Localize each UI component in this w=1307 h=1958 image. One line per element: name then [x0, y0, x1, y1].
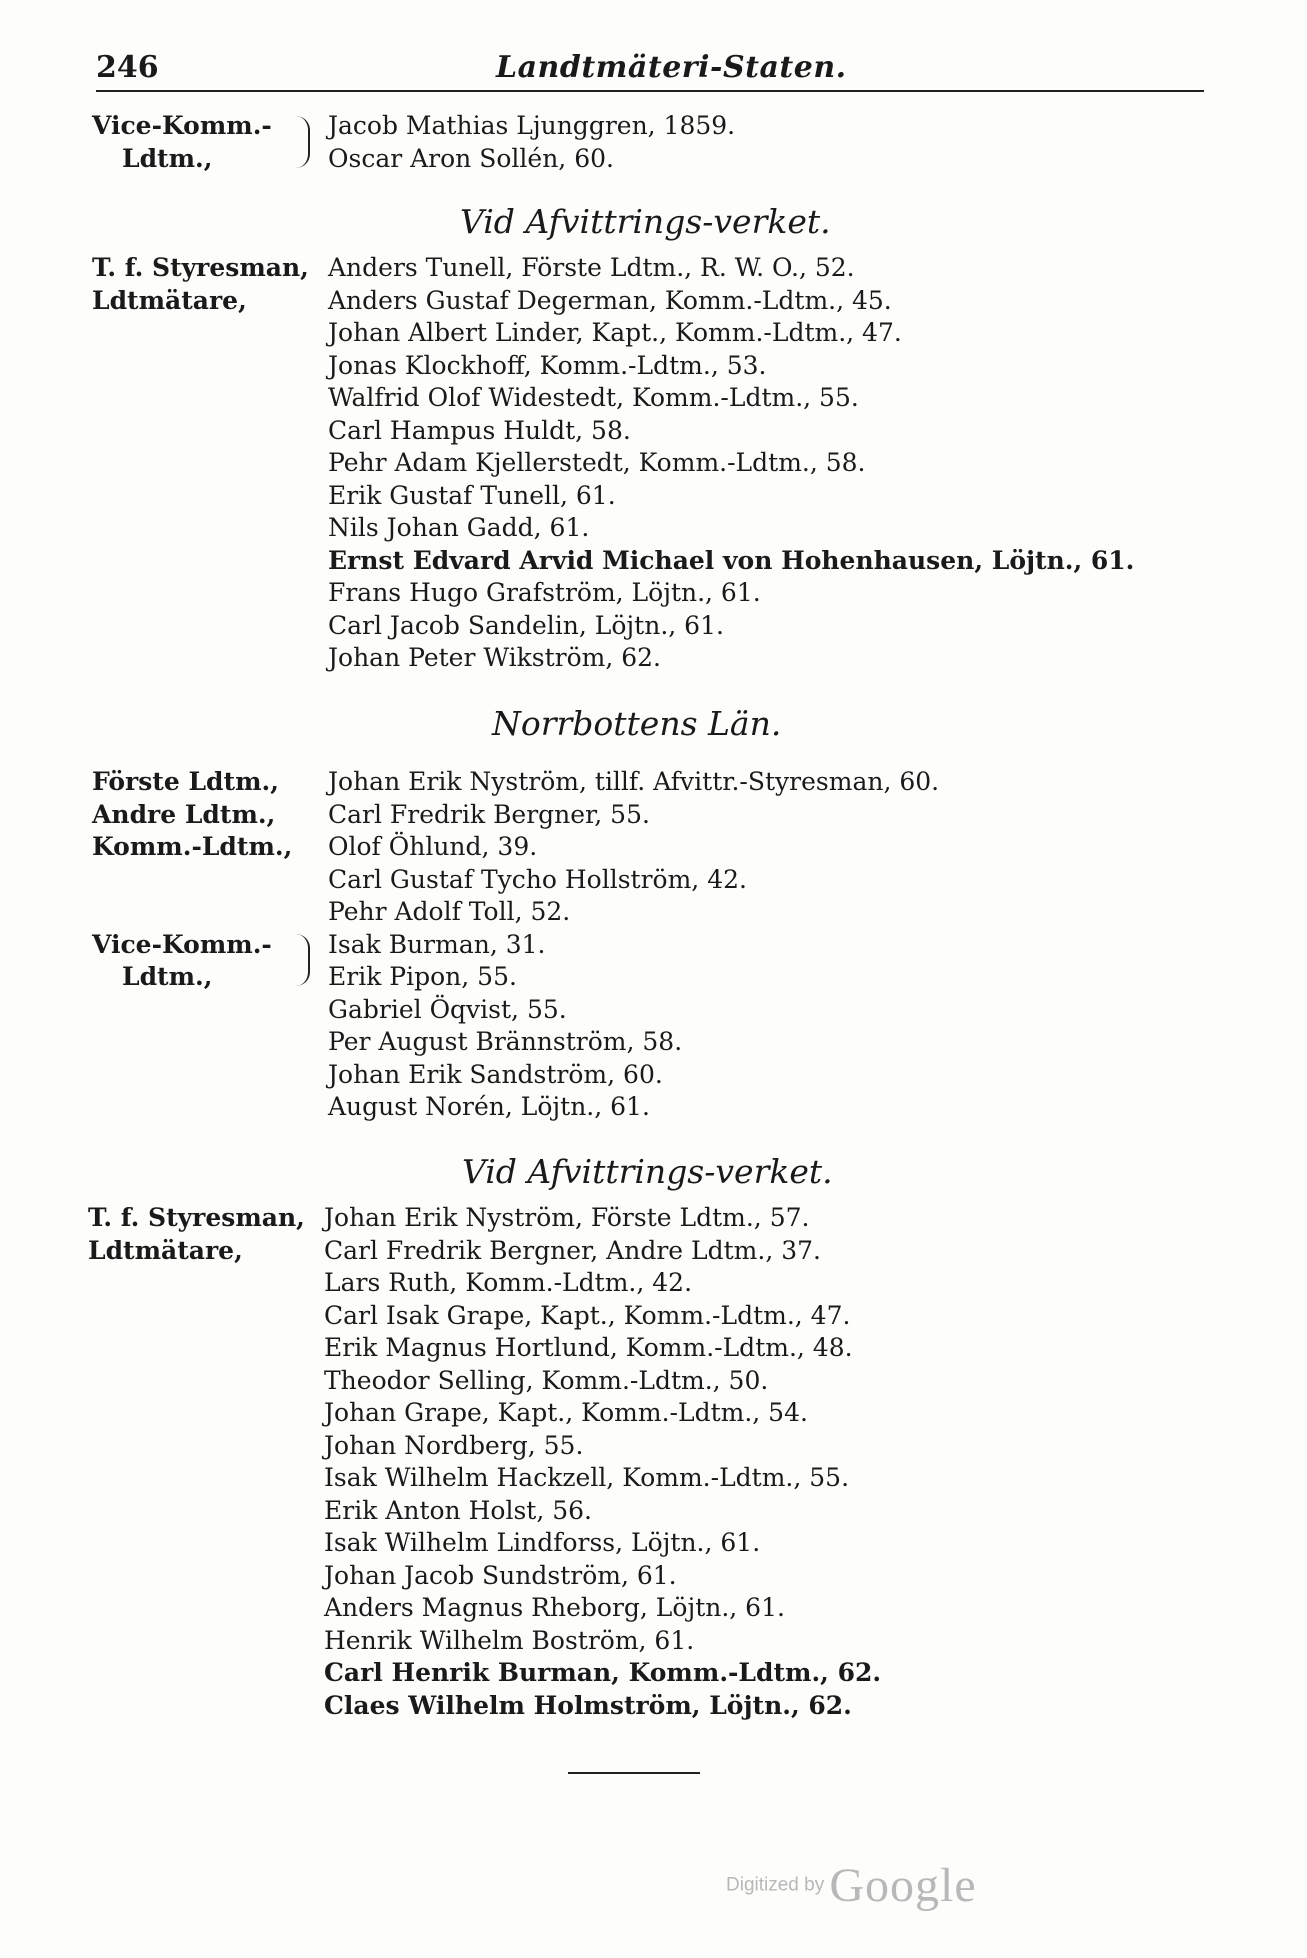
- entry-row: [88, 1235, 1218, 1268]
- entry-row: [88, 1397, 1218, 1430]
- entry-row: [88, 1267, 1218, 1300]
- top-block: [92, 110, 1222, 175]
- person-entry: Isak Wilhelm Lindforss, Löjtn., 61.: [324, 1528, 761, 1557]
- entry-row: [92, 961, 1222, 994]
- entry-row: [92, 896, 1222, 929]
- person-entry: Carl Isak Grape, Kapt., Komm.-Ldtm., 47.: [324, 1300, 851, 1330]
- entry-row: [88, 1495, 1218, 1528]
- person-entry: Jonas Klockhoff, Komm.-Ldtm., 53.: [328, 350, 767, 380]
- person-entry: Carl Hampus Huldt, 58.: [328, 415, 631, 445]
- role-label: T. f. Styresman,: [88, 1203, 305, 1232]
- person-entry: Anders Magnus Rheborg, Löjtn., 61.: [324, 1593, 785, 1622]
- person-entry: Johan Nordberg, 55.: [324, 1430, 584, 1460]
- entry-row: [92, 447, 1222, 480]
- entry-row: [88, 1365, 1218, 1398]
- entry-row: [92, 577, 1222, 610]
- entry-row: [92, 382, 1222, 415]
- entry-row: [88, 1527, 1218, 1560]
- entry-row: [92, 994, 1222, 1027]
- person-entry: Isak Burman, 31.: [328, 929, 546, 959]
- entry-row: [92, 610, 1222, 643]
- role-label: Ldtmätare,: [92, 285, 247, 315]
- entry-row: [92, 143, 1222, 176]
- person-entry: Johan Erik Nyström, Förste Ldtm., 57.: [324, 1203, 810, 1232]
- role-label: Andre Ldtm.,: [92, 799, 276, 829]
- person-entry: Pehr Adolf Toll, 52.: [328, 897, 571, 926]
- role-label: Vice-Komm.-: [92, 111, 272, 140]
- person-entry: Johan Erik Nyström, tillf. Afvittr.-Styresman, 60.: [328, 767, 940, 796]
- person-entry: Johan Grape, Kapt., Komm.-Ldtm., 54.: [324, 1398, 808, 1427]
- person-entry: Johan Jacob Sundström, 61.: [324, 1560, 677, 1590]
- role-label: Ldtm.,: [122, 143, 213, 173]
- person-entry: Anders Gustaf Degerman, Komm.-Ldtm., 45.: [328, 285, 892, 315]
- entry-row: [92, 285, 1222, 318]
- person-entry: Nils Johan Gadd, 61.: [328, 513, 590, 542]
- entry-row: [88, 1332, 1218, 1365]
- entry-row: [88, 1592, 1218, 1625]
- entry-row: [92, 766, 1222, 799]
- entry-row: [92, 480, 1222, 513]
- entry-row: [92, 642, 1222, 675]
- person-entry: Henrik Wilhelm Boström, 61.: [324, 1625, 695, 1655]
- role-label: T. f. Styresman,: [92, 253, 309, 282]
- person-entry: Claes Wilhelm Holmström, Löjtn., 62.: [324, 1690, 852, 1720]
- section-title: Norrbottens Län.: [492, 704, 782, 743]
- person-entry: Jacob Mathias Ljunggren, 1859.: [328, 111, 736, 140]
- person-entry: August Norén, Löjtn., 61.: [328, 1092, 650, 1121]
- entry-row: [88, 1657, 1218, 1690]
- person-entry: Walfrid Olof Widestedt, Komm.-Ldtm., 55.: [328, 383, 859, 412]
- person-entry: Isak Wilhelm Hackzell, Komm.-Ldtm., 55.: [324, 1463, 850, 1492]
- person-entry: Frans Hugo Grafström, Löjtn., 61.: [328, 578, 761, 607]
- person-entry: Anders Tunell, Förste Ldtm., R. W. O., 52.: [328, 253, 855, 282]
- entry-row: [92, 799, 1222, 832]
- end-rule: [568, 1772, 700, 1774]
- person-entry: Carl Fredrik Bergner, Andre Ldtm., 37.: [324, 1235, 821, 1265]
- running-title: Landtmäteri-Staten.: [496, 50, 847, 85]
- section-title: Vid Afvittrings-verket.: [462, 1152, 833, 1191]
- page-number: 246: [96, 50, 159, 85]
- digitized-watermark: [726, 1858, 977, 1913]
- entry-row: [92, 1026, 1222, 1059]
- person-entry: Erik Anton Holst, 56.: [324, 1495, 592, 1525]
- person-entry: Johan Erik Sandström, 60.: [328, 1059, 663, 1089]
- entry-row: [92, 512, 1222, 545]
- person-entry: Per August Brännström, 58.: [328, 1027, 683, 1056]
- role-label: Komm.-Ldtm.,: [92, 832, 293, 861]
- entry-row: [88, 1560, 1218, 1593]
- person-entry: Olof Öhlund, 39.: [328, 832, 538, 861]
- page-header: [96, 46, 1204, 92]
- role-label: Ldtmätare,: [88, 1235, 243, 1265]
- entry-row: [88, 1430, 1218, 1463]
- person-entry: Pehr Adam Kjellerstedt, Komm.-Ldtm., 58.: [328, 448, 866, 477]
- entry-row: [92, 831, 1222, 864]
- person-entry: Theodor Selling, Komm.-Ldtm., 50.: [324, 1365, 769, 1395]
- header-rule: [96, 90, 1204, 92]
- section-2-list: [92, 766, 1222, 1124]
- section-title: Vid Afvittrings-verket.: [460, 202, 831, 241]
- person-entry: Gabriel Öqvist, 55.: [328, 994, 567, 1024]
- entry-row: [92, 350, 1222, 383]
- role-label: Ldtm.,: [122, 962, 213, 991]
- entry-row: [92, 317, 1222, 350]
- person-entry: Ernst Edvard Arvid Michael von Hohenhausen, Löjtn., 61.: [328, 545, 1135, 575]
- section-1-list: [92, 252, 1222, 675]
- person-entry: Carl Jacob Sandelin, Löjtn., 61.: [328, 610, 724, 640]
- person-entry: Carl Gustaf Tycho Hollström, 42.: [328, 864, 747, 894]
- entry-row: [92, 415, 1222, 448]
- entry-row: [92, 1091, 1222, 1124]
- entry-row: [92, 864, 1222, 897]
- person-entry: Erik Magnus Hortlund, Komm.-Ldtm., 48.: [324, 1333, 853, 1362]
- entry-row: [92, 929, 1222, 962]
- person-entry: Johan Peter Wikström, 62.: [328, 643, 661, 672]
- person-entry: Carl Henrik Burman, Komm.-Ldtm., 62.: [324, 1658, 882, 1687]
- entry-row: [92, 110, 1222, 143]
- google-logo: Google: [829, 1859, 977, 1912]
- entry-row: [92, 252, 1222, 285]
- person-entry: Erik Pipon, 55.: [328, 962, 517, 991]
- person-entry: Johan Albert Linder, Kapt., Komm.-Ldtm., 47.: [328, 318, 902, 347]
- role-label: Vice-Komm.-: [92, 929, 272, 959]
- person-entry: Lars Ruth, Komm.-Ldtm., 42.: [324, 1268, 693, 1297]
- entry-row: [88, 1462, 1218, 1495]
- person-entry: Erik Gustaf Tunell, 61.: [328, 480, 616, 510]
- role-label: Förste Ldtm.,: [92, 767, 279, 796]
- entry-row: [92, 1059, 1222, 1092]
- person-entry: Oscar Aron Sollén, 60.: [328, 143, 614, 173]
- person-entry: Carl Fredrik Bergner, 55.: [328, 799, 650, 829]
- section-3-list: [88, 1202, 1218, 1722]
- watermark-prefix: Digitized by: [726, 1874, 825, 1896]
- entry-row: [88, 1300, 1218, 1333]
- entry-row: [88, 1202, 1218, 1235]
- entry-row: [88, 1625, 1218, 1658]
- entry-row: [88, 1690, 1218, 1723]
- entry-row: [92, 545, 1222, 578]
